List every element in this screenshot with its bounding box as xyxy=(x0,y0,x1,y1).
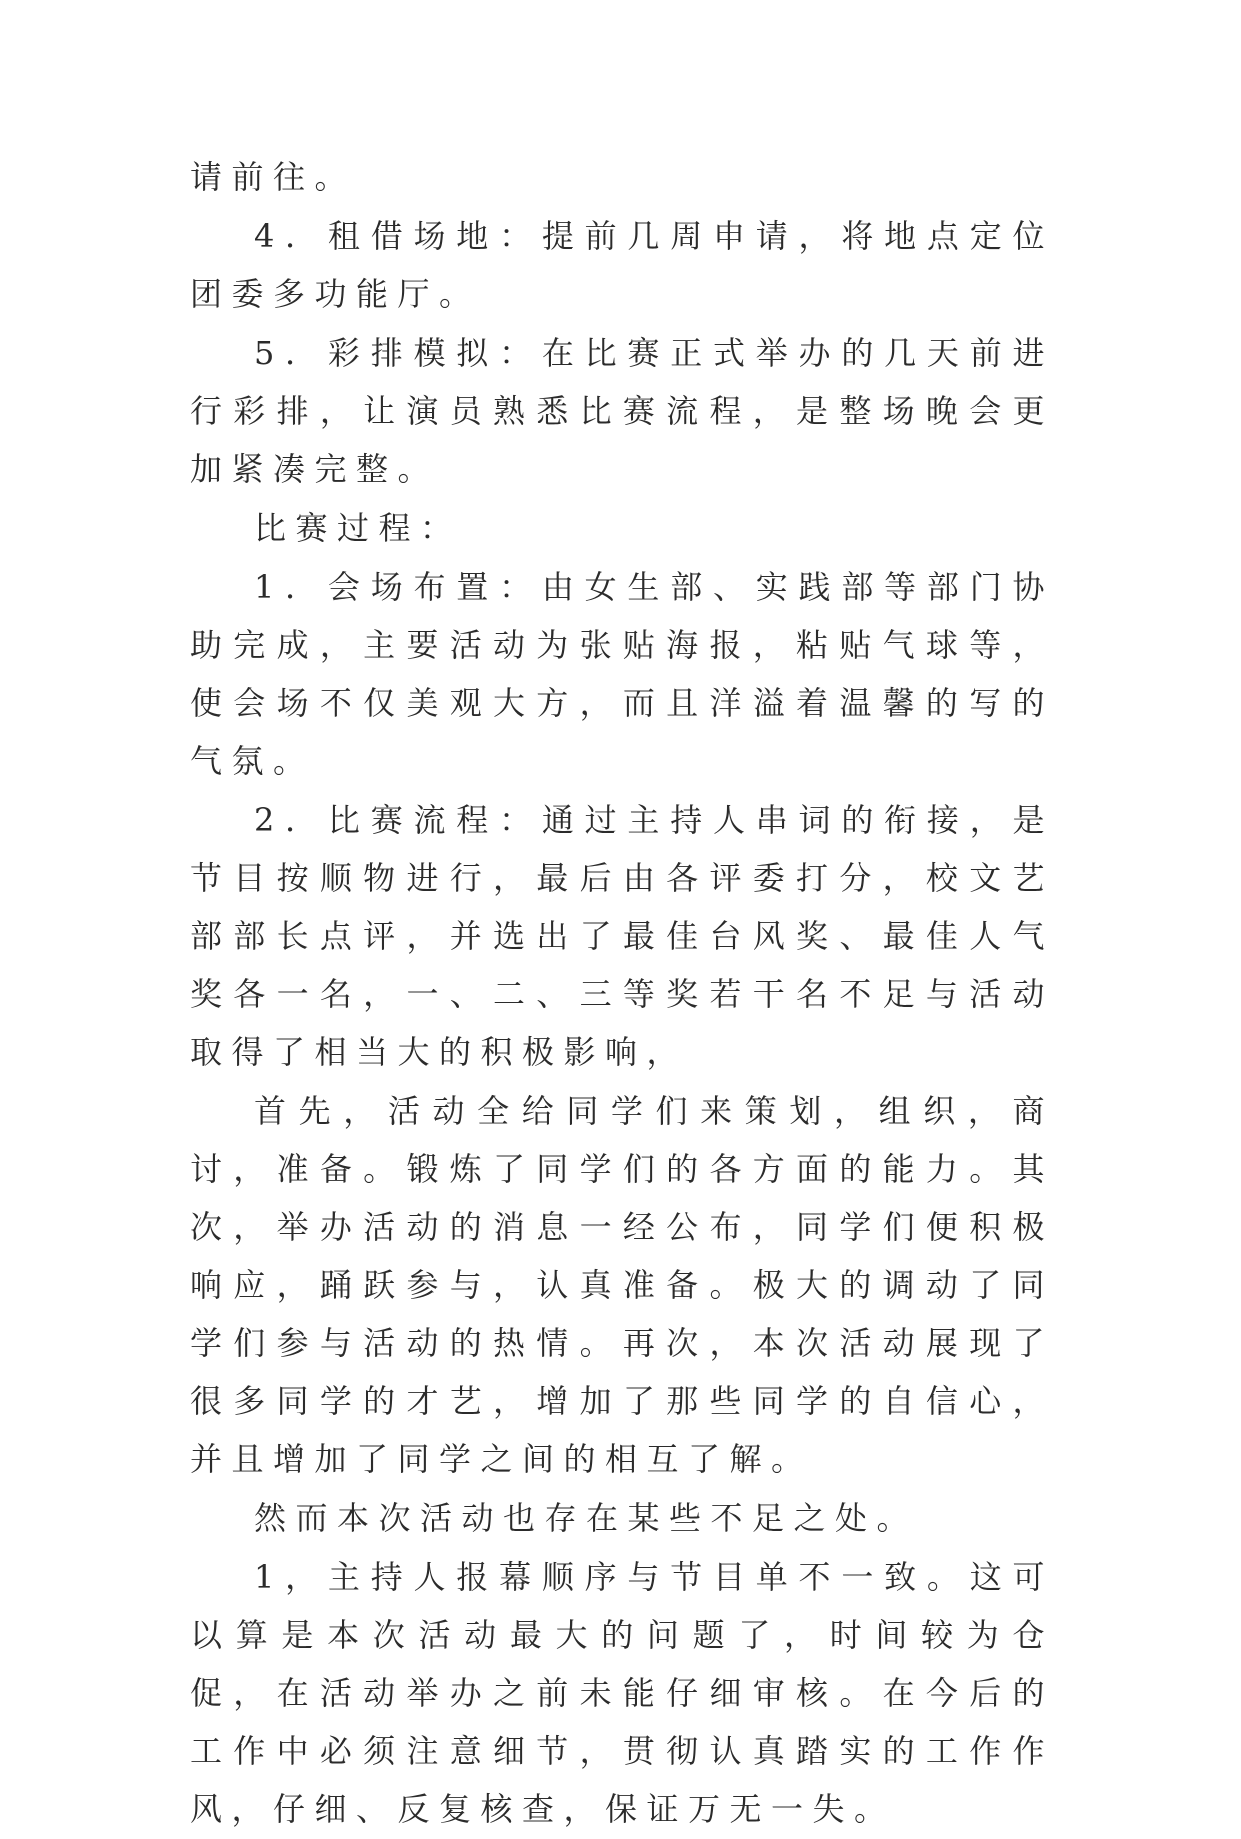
paragraph-venue-rental: 4．租借场地：提前几周申请，将地点定位团委多功能厅。 xyxy=(190,217,1054,313)
section-heading-process: 比赛过程： xyxy=(254,509,462,547)
paragraph-continuation: 请前往。 xyxy=(190,158,357,196)
paragraph-evaluation: 首先，活动全给同学们来策划，组织，商讨，准备。锻炼了同学们的各方面的能力。其次，举办活动的消息一经公布，同学们便积极响应，踊跃参与，认真准备。极大的调动了同学们参与活动的热情。再次，本次活动展现了很多同学的才艺，增加了那些同学的自信心，并且增加了同学之间的相互了解。 xyxy=(190,1092,1054,1478)
paragraph-shortcoming-1: 1，主持人报幕顺序与节目单不一致。这可以算是本次活动最大的问题了，时间较为仓促，在活动举办之前未能仔细审核。在今后的工作中必须注意细节，贯彻认真踏实的工作作风，仔细、反复核查，保证万无一失。 xyxy=(190,1558,1054,1828)
paragraph-rehearsal: 5．彩排模拟：在比赛正式举办的几天前进行彩排，让演员熟悉比赛流程，是整场晚会更加紧凑完整。 xyxy=(190,334,1054,488)
paragraph-shortcomings-intro: 然而本次活动也存在某些不足之处。 xyxy=(254,1499,919,1537)
paragraph-venue-setup: 1．会场布置：由女生部、实践部等部门协助完成，主要活动为张贴海报，粘贴气球等，使会场不仅美观大方，而且洋溢着温馨的写的气氛。 xyxy=(190,568,1054,780)
document-body xyxy=(190,148,1054,1839)
paragraph-competition-flow: 2．比赛流程：通过主持人串词的衔接，是节目按顺物进行，最后由各评委打分，校文艺部部长点评，并选出了最佳台风奖、最佳人气奖各一名，一、二、三等奖若干名不足与活动取得了相当大的积极影响， xyxy=(190,801,1054,1071)
